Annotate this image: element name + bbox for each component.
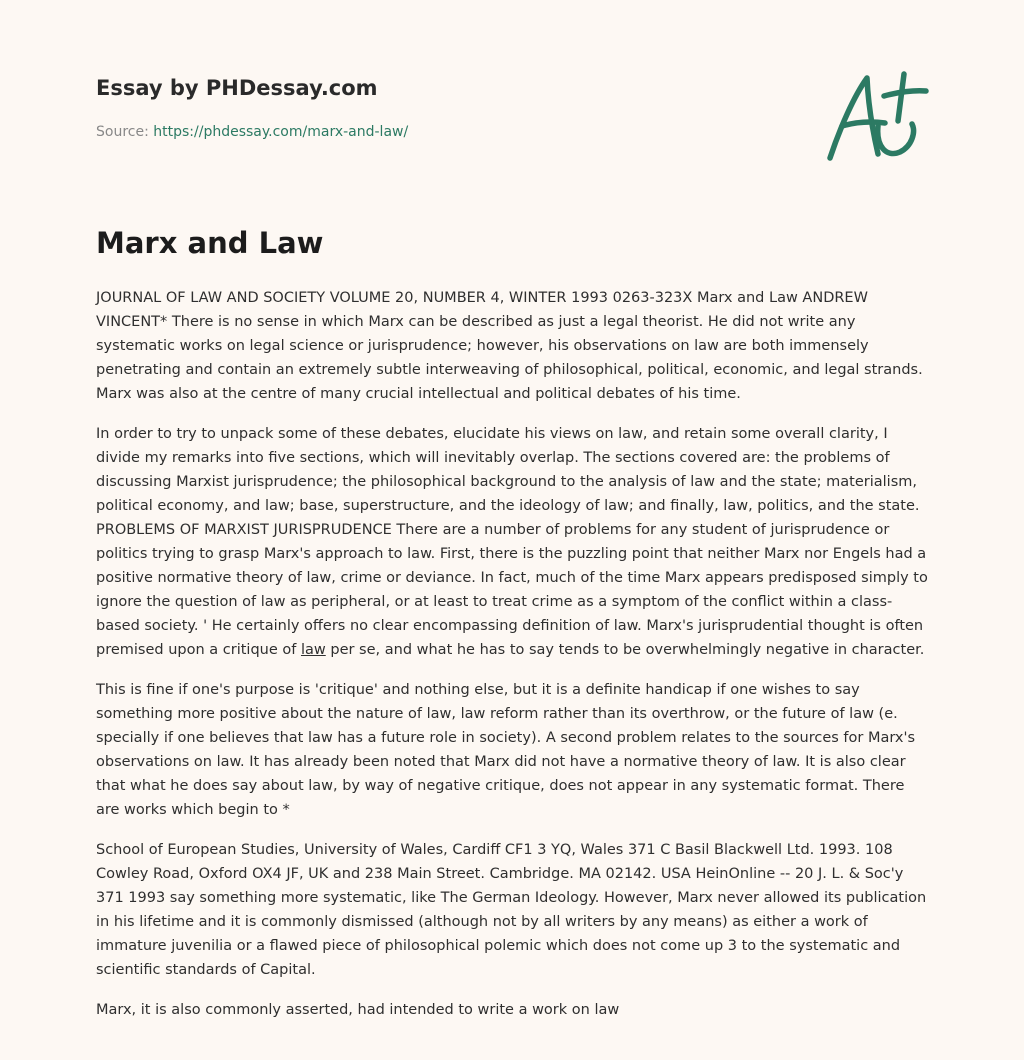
paragraph [96,422,931,662]
page-header [96,76,928,140]
article-title: Marx and Law [96,226,324,260]
article-body [96,286,931,1038]
law-link[interactable]: law [300,642,326,658]
a-plus-logo-icon [822,66,930,166]
paragraph-text: per se, and what he has to say tends to be overwhelmingly negative in character. [325,642,925,658]
paragraph: Marx, it is also commonly asserted, had intended to write a work on law [96,1002,620,1018]
paragraph: This is fine if one's purpose is 'critique' and nothing else, but it is a definite handicap if one wishes to say something more positive about the nature of law, law reform rather than its overthrow, or the future of law (e. specially if one believes that law has a future role in society). A second problem relates to the sources for Marx's observations on law. It has already been noted that Marx did not have a normative theory of law. It is also clear that what he does say about law, by way of negative critique, does not appear in any systematic format. There are works which begin to * [96,682,916,818]
source-link[interactable]: https://phdessay.com/marx-and-law/ [153,124,409,140]
source-line [96,124,928,140]
paragraph-text: In order to try to unpack some of these debates, elucidate his views on law, and retain some overall clarity, I divide my remarks into five sections, which will inevitably overlap. The sections covered are: the problems of discussing Marxist jurisprudence; the philosophical background to the analysis of law and the state; materialism, political economy, and law; base, superstructure, and the ideology of law; and finally, law, politics, and the state. PROBLEMS OF MARXIST JURISPRUDENCE There are a number of problems for any student of jurisprudence or politics trying to grasp Marx's approach to law. First, there is the puzzling point that neither Marx nor Engels had a positive normative theory of law, crime or deviance. In fact, much of the time Marx appears predisposed simply to ignore the question of law as peripheral, or at least to treat crime as a symptom of the conflict within a class-based society. ' He certainly offers no clear encompassing definition of law. Marx's jurisprudential thought is often premised upon a critique of [96,426,928,658]
source-label: Source: [96,124,149,140]
paragraph: JOURNAL OF LAW AND SOCIETY VOLUME 20, NUMBER 4, WINTER 1993 0263-323X Marx and Law ANDREW VINCENT* There is no sense in which Marx can be described as just a legal theorist. He did not write any systematic works on legal science or jurisprudence; however, his observations on law are both immensely penetrating and contain an extremely subtle interweaving of philosophical, political, economic, and legal strands. Marx was also at the centre of many crucial intellectual and political debates of his time. [96,290,923,402]
paragraph: School of European Studies, University of Wales, Cardiff CF1 3 YQ, Wales 371 C Basil Blackwell Ltd. 1993. 108 Cowley Road, Oxford OX4 JF, UK and 238 Main Street. Cambridge. MA 02142. USA HeinOnline -- 20 J. L. & Soc'y 371 1993 say something more systematic, like The German Ideology. However, Marx never allowed its publication in his lifetime and it is commonly dismissed (although not by all writers by any means) as either a work of immature juvenilia or a flawed piece of philosophical polemic which does not come up 3 to the systematic and scientific standards of Capital. [96,842,927,978]
site-title: Essay by PHDessay.com [96,76,378,100]
